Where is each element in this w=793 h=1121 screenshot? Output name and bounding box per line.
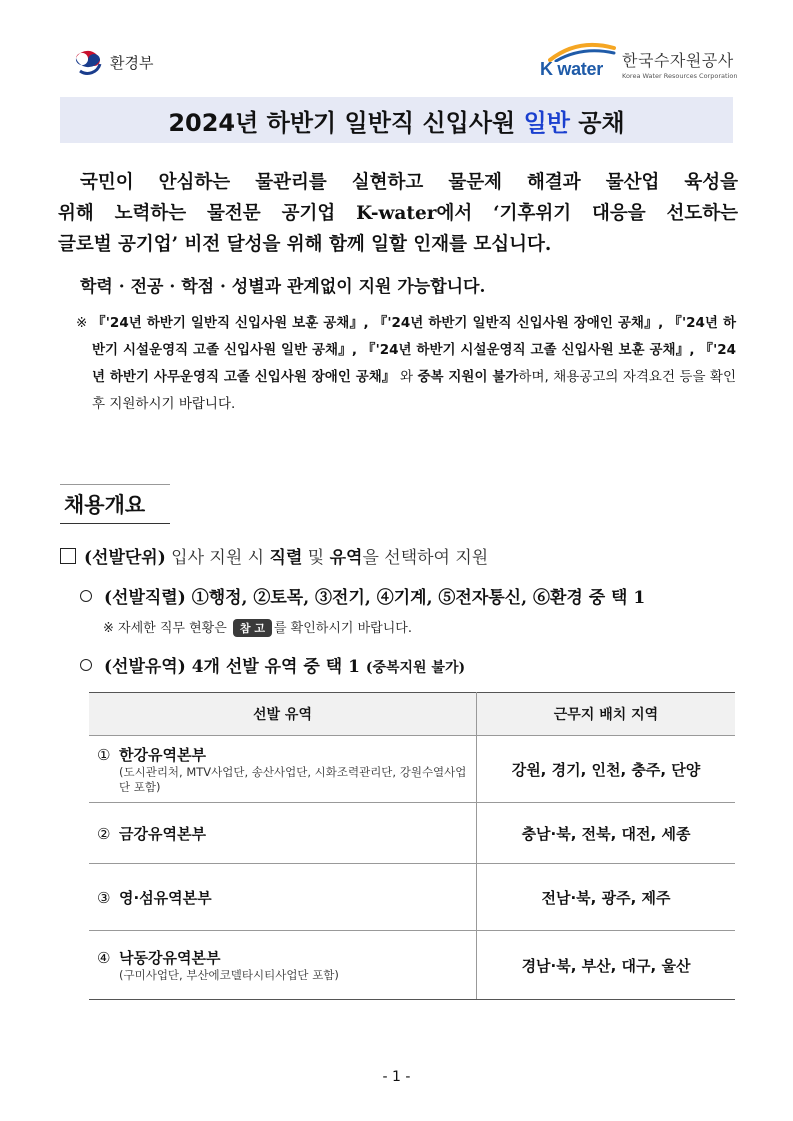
hq-name: 낙동강유역본부	[119, 949, 221, 967]
ministry-name: 환경부	[110, 53, 154, 72]
eligibility-statement: 학력 · 전공 · 학점 · 성별과 관계없이 지원 가능합니다.	[80, 277, 486, 297]
title-suffix: 공채	[569, 108, 625, 137]
circle-bullet-icon	[80, 659, 92, 671]
job-note-after: 를 확인하시기 바랍니다.	[273, 621, 412, 636]
intro-line-3: 글로벌 공기업’ 비전 달성을 위해 함께 일할 인재를 모십니다.	[58, 234, 552, 255]
page-number: - 1 -	[382, 1069, 411, 1085]
job-series-line	[80, 583, 645, 608]
location-cell: 경남·북, 부산, 대구, 울산	[477, 931, 736, 1000]
kwater-logo-text: K water	[540, 59, 603, 79]
selection-unit-text-c: 을 선택하여 지원	[362, 548, 489, 568]
location-cell: 충남·북, 전북, 대전, 세종	[477, 803, 736, 864]
region-table	[89, 692, 735, 1000]
region-small-text: (중복지원 불가)	[365, 660, 466, 676]
kwater-korean-name: 한국수자원공사	[622, 51, 734, 70]
hq-number: ③	[97, 888, 111, 907]
table-row	[89, 931, 735, 1000]
table-row	[89, 736, 735, 803]
note-bold-part: 『'24년 하반기 일반직 신입사원 보훈 공채』, 『'24년 하반기 일반직 신입사원 장애인 공채』, 『'24년 하반기 시설운영직 고졸 신입사원 일반 공채』, 『'24년 하반기 시설운영직 고졸 신입사원 보훈 공채』, 『'24년 하반기 사무운영직 고졸 신입사원 장애인 공채』	[92, 315, 736, 385]
duplicate-application-note	[76, 310, 736, 418]
table-header-location: 근무지 배치 지역	[477, 693, 736, 736]
kwater-english-name: Korea Water Resources Corporation	[622, 72, 738, 80]
selection-unit-bold-b: 유역	[329, 548, 363, 568]
table-header-row	[89, 693, 735, 736]
hq-name: 금강유역본부	[119, 824, 206, 843]
reference-badge: 참 고	[233, 619, 272, 637]
note-mark: ※	[76, 315, 88, 331]
hq-name: 영·섬유역본부	[119, 888, 212, 907]
circle-bullet-icon	[80, 590, 92, 602]
hq-cell	[89, 931, 477, 1000]
section-title: 채용개요	[64, 493, 146, 517]
note-rest: 하며, 채용공고의 자격요건 등을 확인 후 지원하시기 바랍니다.	[92, 369, 736, 412]
hq-number: ④	[97, 949, 111, 967]
note-bold-part-2: 중복 지원이 불가	[417, 369, 519, 385]
table-row	[89, 864, 735, 931]
region-line	[80, 652, 465, 677]
hq-number: ②	[97, 824, 111, 843]
location-cell: 강원, 경기, 인천, 충주, 단양	[477, 736, 736, 803]
selection-unit-text-a: 입사 지원 시	[165, 548, 270, 568]
table-row	[89, 803, 735, 864]
selection-unit-line	[60, 543, 488, 568]
location-cell: 전남·북, 광주, 제주	[477, 864, 736, 931]
table-header-region: 선발 유역	[89, 693, 477, 736]
selection-unit-label: (선발단위)	[84, 548, 166, 568]
job-series-text: (선발직렬) ①행정, ②토목, ③전기, ④기계, ⑤전자통신, ⑥환경 중 택 1	[104, 588, 646, 608]
job-note-before: ※ 자세한 직무 현황은	[103, 621, 231, 636]
intro-line-1: 국민이 안심하는 물관리를 실현하고 물문제 해결과 물산업 육성을	[80, 172, 738, 193]
square-bullet-icon	[60, 548, 76, 564]
title-prefix: 2024년 하반기 일반직 신입사원	[168, 108, 524, 137]
hq-cell	[89, 864, 477, 931]
hq-name: 한강유역본부	[119, 745, 206, 764]
region-text: (선발유역) 4개 선발 유역 중 택 1	[104, 657, 366, 677]
page-title	[60, 97, 733, 143]
taegeuk-emblem-icon	[70, 44, 106, 80]
intro-paragraph	[58, 167, 738, 260]
section-header	[60, 484, 170, 524]
hq-cell	[89, 803, 477, 864]
selection-unit-text-b: 및	[302, 548, 330, 568]
hq-cell	[89, 736, 477, 803]
title-highlight: 일반	[523, 108, 570, 137]
selection-unit-bold-a: 직렬	[269, 548, 303, 568]
intro-line-2: 위해 노력하는 물전문 공기업 K-water에서 ‘기후위기 대응을 선도하는	[58, 203, 738, 224]
hq-subunits: (구미사업단, 부산에코델타시티사업단 포함)	[119, 968, 339, 982]
hq-subunits: (도시관리처, MTV사업단, 송산사업단, 시화조력관리단, 강원수열사업단 포함)	[119, 764, 467, 794]
ministry-logo	[70, 44, 153, 80]
hq-number: ①	[97, 745, 111, 764]
kwater-logo	[540, 40, 737, 80]
note-connector: 와	[395, 369, 418, 385]
job-series-note	[103, 617, 412, 637]
